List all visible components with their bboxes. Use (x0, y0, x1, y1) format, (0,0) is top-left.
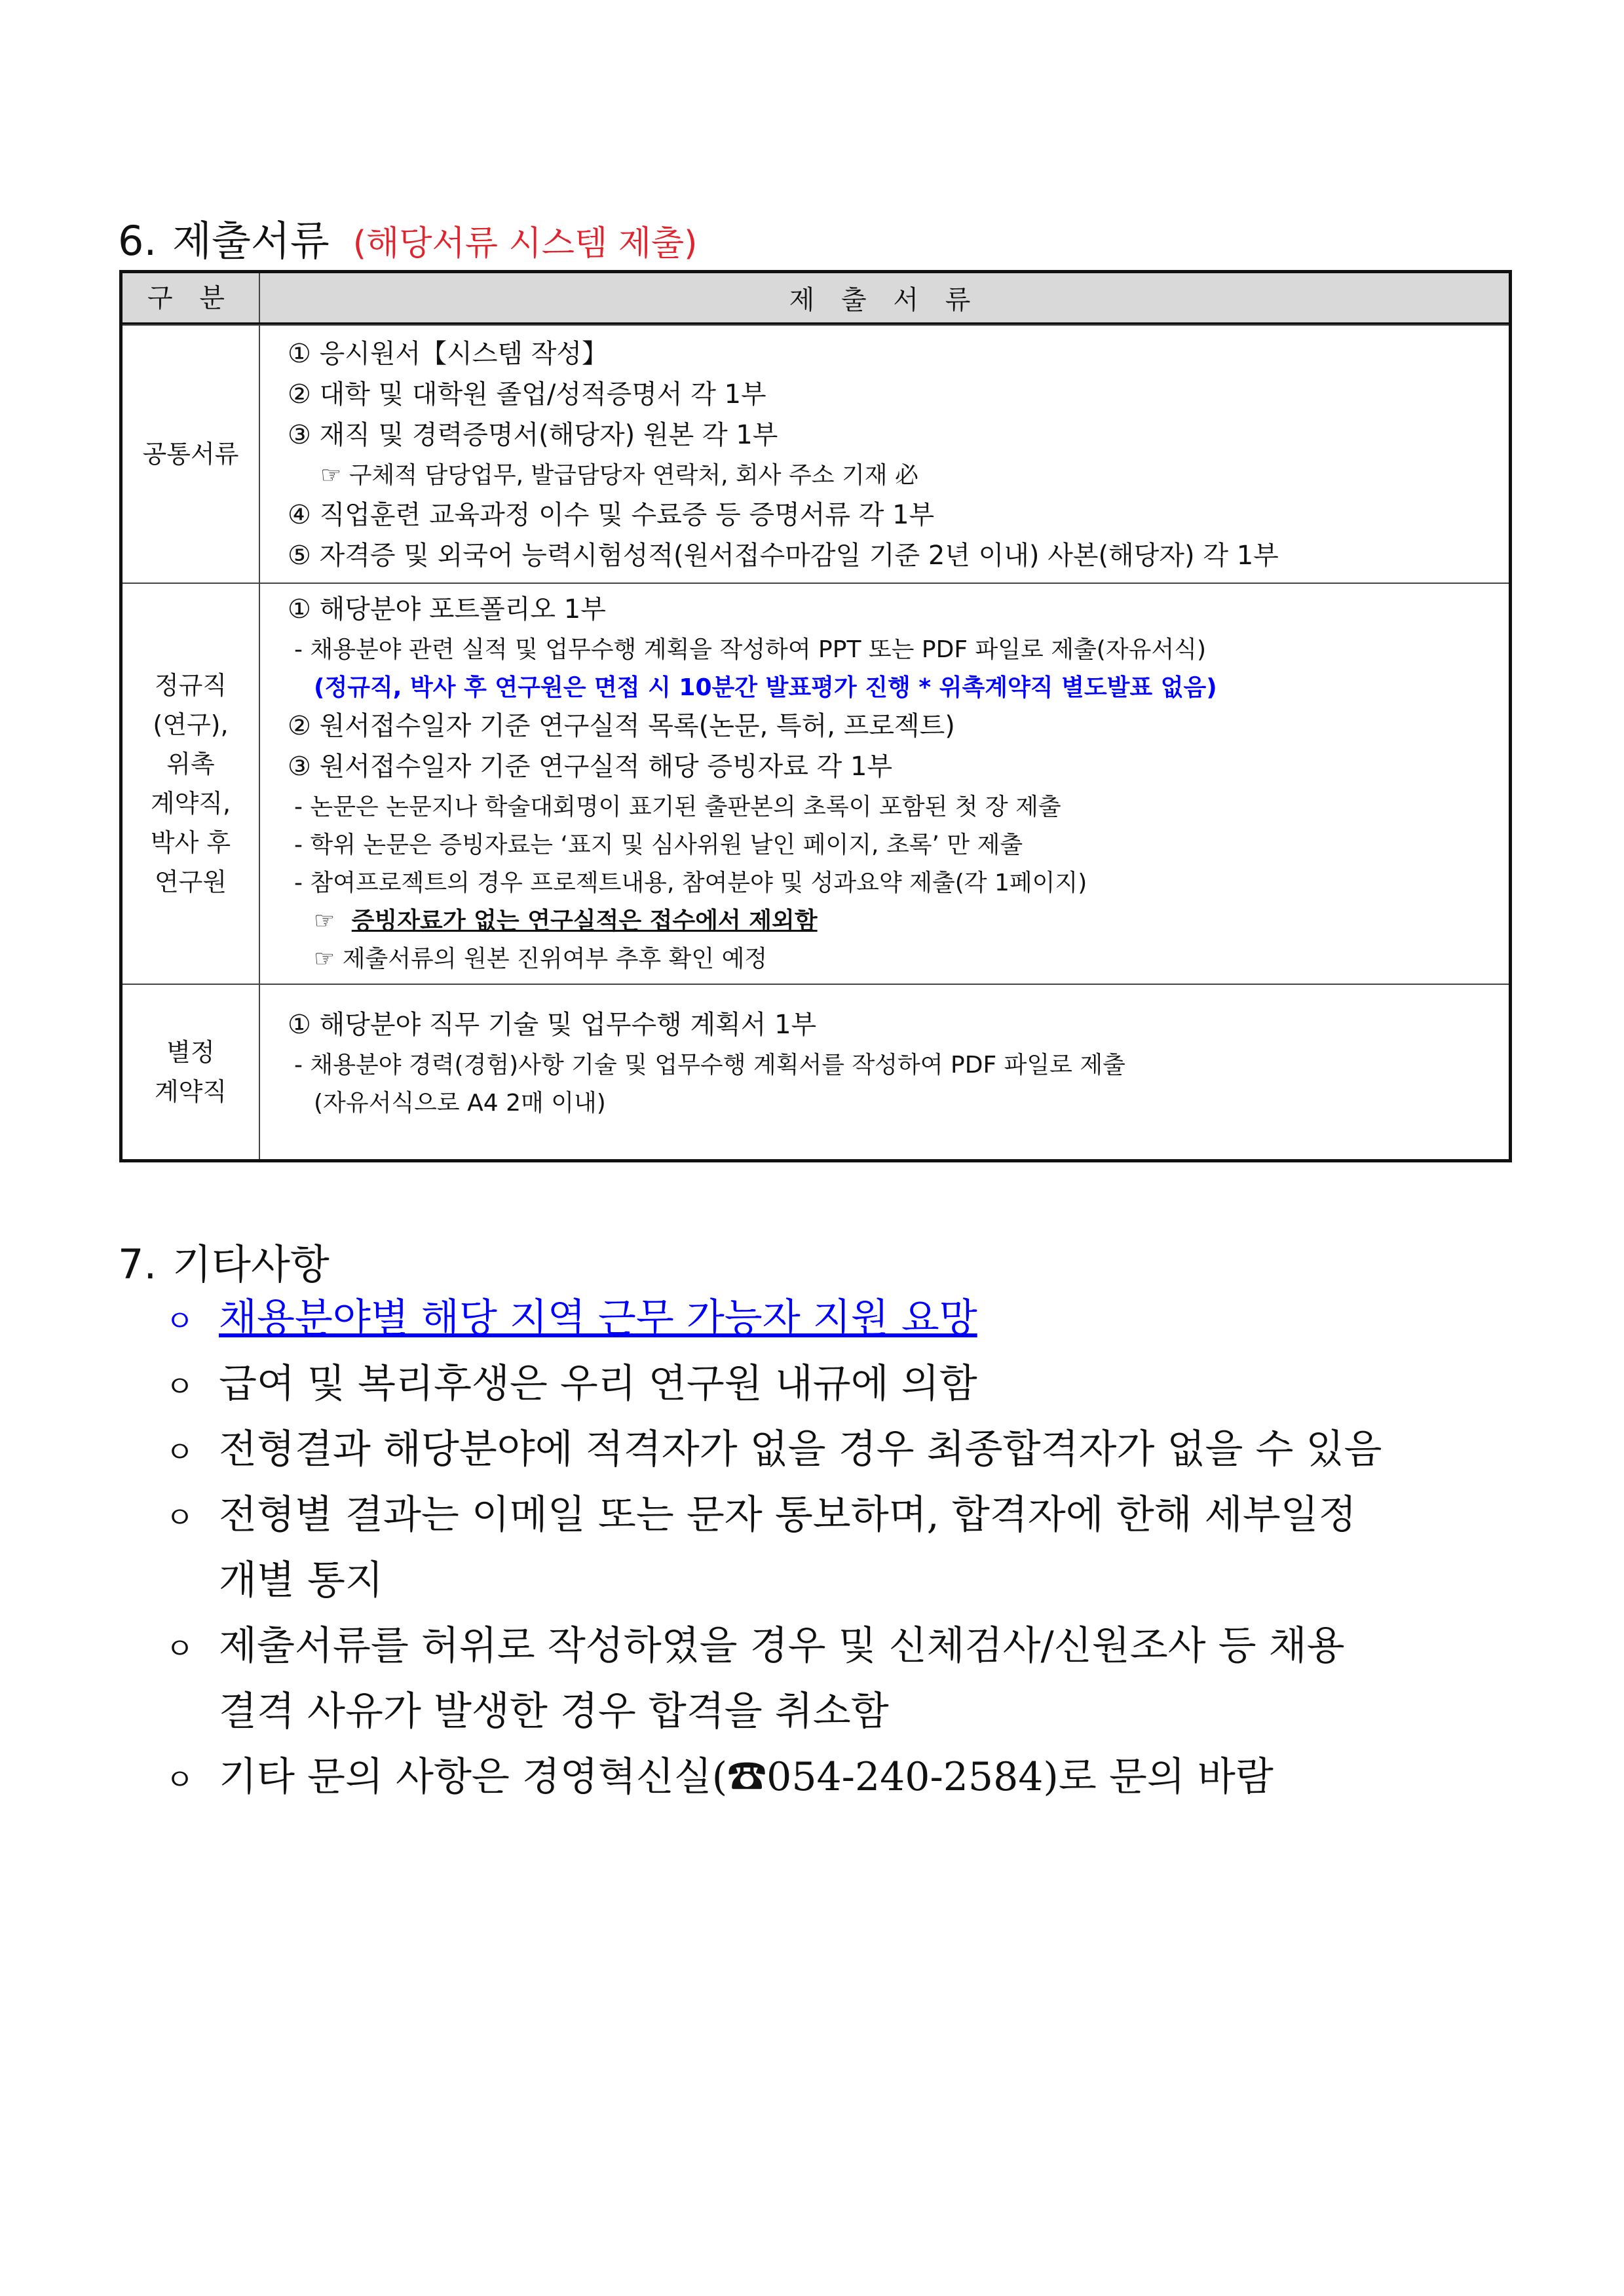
doc-line: ⑤ 자격증 및 외국어 능력시험성적(원서접수마감일 기준 2년 이내) 사본(해당자) 각 1부 (288, 541, 1279, 571)
section-6-heading (118, 208, 698, 265)
doc-line: ④ 직업훈련 교육과정 이수 및 수료증 등 증명서류 각 1부 (288, 500, 935, 530)
list-item (165, 1286, 977, 1354)
doc-sub-line: - 학위 논문은 증빙자료는 ‘표지 및 심사위원 날인 페이지, 초록’ 만 제출 (294, 832, 1023, 858)
doc-note-line: ☞ 제출서류의 원본 진위여부 추후 확인 예정 (314, 946, 768, 972)
doc-line: ① 해당분야 포트폴리오 1부 (288, 594, 606, 624)
section-6-title: 제출서류 (172, 217, 330, 265)
doc-sub-line: - 채용분야 관련 실적 및 업무수행 계획을 작성하여 PPT 또는 PDF 파일로 제출(자유서식) (294, 636, 1207, 663)
doc-line: ② 대학 및 대학원 졸업/성적증명서 각 1부 (288, 379, 766, 410)
exclusion-notice (314, 902, 818, 940)
bullet-icon: ㅇ (165, 1631, 195, 1666)
category-line: 연구원 (154, 868, 227, 896)
table-row (123, 583, 1509, 984)
header-documents-cell (260, 273, 1509, 322)
list-item-text: 전형결과 해당분야에 적격자가 없을 경우 최종합격자가 없을 수 있음 (219, 1426, 1382, 1472)
doc-sub-line: - 논문은 논문지나 학술대회명이 표기된 출판본의 초록이 포함된 첫 장 제출 (294, 794, 1061, 820)
section-7-title: 기타사항 (172, 1240, 330, 1288)
doc-sub-line: - 참여프로젝트의 경우 프로젝트내용, 참여분야 및 성과요약 제출(각 1페이지) (294, 870, 1087, 896)
category-line: 계약직, (150, 789, 231, 818)
bullet-icon: ㅇ (165, 1762, 195, 1797)
doc-line: ③ 원서접수일자 기준 연구실적 해당 증빙자료 각 1부 (288, 752, 893, 782)
table-row (123, 324, 1509, 583)
category-line: 별정 (166, 1038, 215, 1067)
list-item (165, 1482, 1357, 1550)
pointer-icon: ☞ (314, 908, 335, 934)
doc-sub-line: - 채용분야 경력(경험)사항 기술 및 업무수행 계획서를 작성하여 PDF 파일로 제출 (294, 1052, 1125, 1079)
row-documents-cell (260, 584, 1509, 984)
section-7-heading (118, 1232, 330, 1290)
list-item (165, 1613, 1345, 1681)
list-item (165, 1417, 1382, 1485)
documents-table (119, 270, 1512, 1162)
bullet-icon: ㅇ (165, 1434, 195, 1470)
doc-line: ③ 재직 및 경력증명서(해당자) 원본 각 1부 (288, 420, 778, 450)
row-category-special (123, 985, 260, 1159)
list-item-text: 기타 문의 사항은 경영혁신실(☎054-240-2584)로 문의 바람 (219, 1754, 1274, 1800)
doc-line: ① 응시원서【시스템 작성】 (288, 339, 609, 369)
header-category-label: 구 분 (147, 282, 234, 313)
category-label (155, 1033, 227, 1111)
exclusion-text: 증빙자료가 없는 연구실적은 접수에서 제외함 (351, 908, 818, 934)
row-category-common (123, 326, 260, 583)
category-line: 정규직 (154, 671, 227, 700)
header-category-cell (123, 273, 260, 322)
bullet-icon: ㅇ (165, 1369, 195, 1404)
presentation-notice: (정규직, 박사 후 연구원은 면접 시 10분간 발표평가 진행 * 위촉계약직 별도발표 없음) (314, 674, 1217, 701)
list-item-text: 급여 및 복리후생은 우리 연구원 내규에 의함 (219, 1361, 977, 1407)
section-6-number: 6. (118, 217, 157, 265)
list-item-continuation: 개별 통지 (219, 1558, 383, 1603)
bullet-icon: ㅇ (165, 1303, 195, 1339)
row-documents-cell (260, 326, 1509, 583)
category-label: 공통서류 (142, 440, 239, 469)
doc-sub-line: (자유서식으로 A4 2매 이내) (314, 1090, 606, 1117)
table-header-row (123, 273, 1509, 324)
doc-line: ② 원서접수일자 기준 연구실적 목록(논문, 특허, 프로젝트) (288, 711, 955, 741)
table-row (123, 984, 1509, 1159)
doc-line: ① 해당분야 직무 기술 및 업무수행 계획서 1부 (288, 1010, 817, 1040)
list-item-text: 전형별 결과는 이메일 또는 문자 통보하며, 합격자에 한해 세부일정 (219, 1492, 1357, 1538)
category-line: (연구), (153, 710, 229, 739)
list-item-continuation: 결격 사유가 발생한 경우 합격을 취소함 (219, 1689, 889, 1734)
list-item-text: 채용분야별 해당 지역 근무 가능자 지원 요망 (219, 1295, 977, 1341)
bullet-icon: ㅇ (165, 1500, 195, 1535)
doc-note-line: ☞ 구체적 담당업무, 발급담당자 연락처, 회사 주소 기재 必 (320, 462, 919, 489)
list-item (165, 1351, 977, 1419)
row-documents-cell (260, 985, 1509, 1159)
section-7-number: 7. (118, 1240, 157, 1288)
row-category-regular (123, 584, 260, 984)
category-line: 계약직 (154, 1077, 227, 1106)
category-line: 위촉 (166, 750, 215, 778)
category-line: 박사 후 (150, 828, 231, 857)
header-documents-label: 제 출 서 류 (789, 285, 980, 315)
list-item-text: 제출서류를 허위로 작성하였을 경우 및 신체검사/신원조사 등 채용 (219, 1623, 1345, 1669)
section-6-note: (해당서류 시스템 제출) (352, 224, 698, 263)
list-item (165, 1744, 1274, 1812)
category-label (151, 666, 231, 902)
